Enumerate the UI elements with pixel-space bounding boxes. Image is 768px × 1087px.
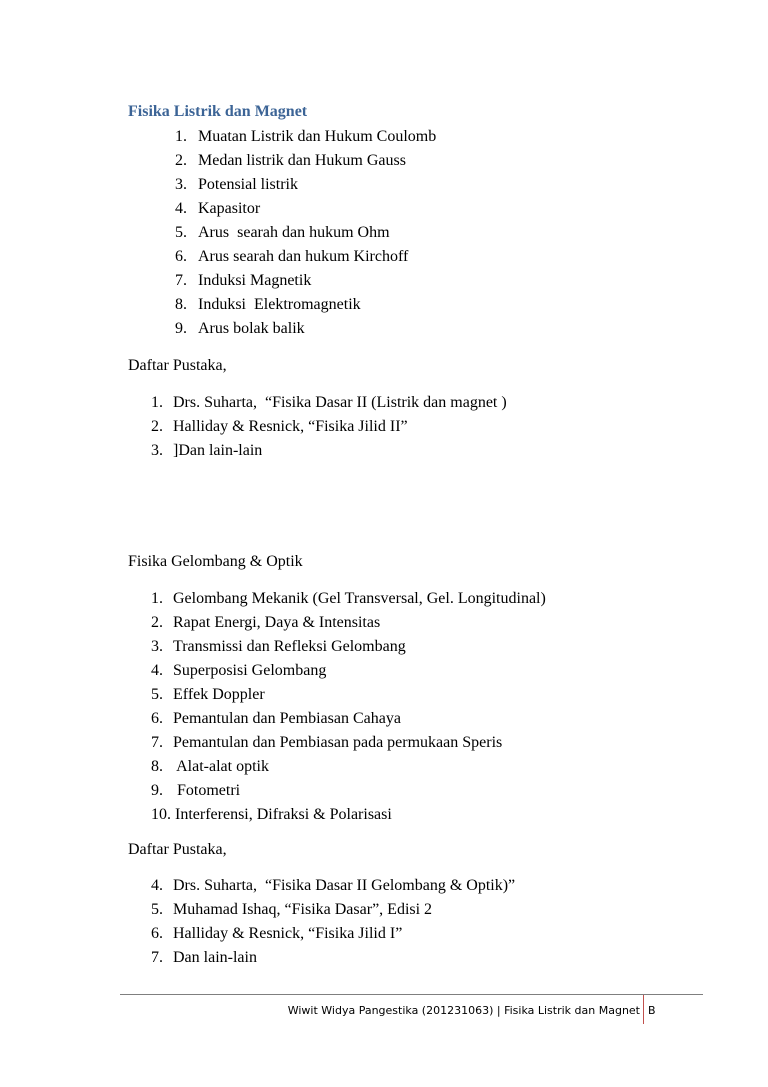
references-heading: Daftar Pustaka,: [128, 841, 227, 858]
list-item: 2. Medan listrik dan Hukum Gauss: [175, 152, 406, 169]
reference-item: 7. Dan lain-lain: [151, 949, 257, 966]
list-item: 7. Pemantulan dan Pembiasan pada permukaan Speris: [151, 734, 503, 751]
footer-page-separator: [643, 995, 644, 1024]
footer-divider: [120, 994, 703, 995]
list-item: 8. Alat-alat optik: [151, 758, 269, 775]
list-item: 1. Muatan Listrik dan Hukum Coulomb: [175, 128, 437, 145]
reference-item: 1. Drs. Suharta, “Fisika Dasar II (Listrik dan magnet ): [151, 394, 507, 411]
page-number: B: [648, 1004, 656, 1017]
reference-item: 3. ]Dan lain-lain: [151, 442, 263, 459]
topic-list-listrik-magnet: [175, 125, 436, 341]
list-item: 2. Rapat Energi, Daya & Intensitas: [151, 614, 381, 631]
list-item: 8. Induksi Elektromagnetik: [175, 296, 361, 313]
list-item: 1. Gelombang Mekanik (Gel Transversal, Gel. Longitudinal): [151, 590, 546, 607]
list-item: 9. Arus bolak balik: [175, 320, 305, 337]
topic-list-gelombang-optik: [151, 587, 546, 827]
reference-list-gelombang-optik: [151, 874, 515, 970]
reference-item: 5. Muhamad Ishaq, “Fisika Dasar”, Edisi 2: [151, 901, 433, 918]
list-item: 10. Interferensi, Difraksi & Polarisasi: [151, 806, 392, 823]
reference-item: 4. Drs. Suharta, “Fisika Dasar II Gelombang & Optik)”: [151, 877, 516, 894]
list-item: 4. Superposisi Gelombang: [151, 662, 327, 679]
list-item: 6. Pemantulan dan Pembiasan Cahaya: [151, 710, 401, 727]
section-title-gelombang-optik: Fisika Gelombang & Optik: [128, 553, 303, 570]
list-item: 5. Arus searah dan hukum Ohm: [175, 224, 390, 241]
list-item: 9. Fotometri: [151, 782, 241, 799]
reference-item: 6. Halliday & Resnick, “Fisika Jilid I”: [151, 925, 403, 942]
list-item: 7. Induksi Magnetik: [175, 272, 312, 289]
list-item: 5. Effek Doppler: [151, 686, 265, 703]
footer-text: Wiwit Widya Pangestika (201231063) | Fisika Listrik dan Magnet: [287, 1004, 640, 1017]
list-item: 6. Arus searah dan hukum Kirchoff: [175, 248, 409, 265]
list-item: 3. Potensial listrik: [175, 176, 298, 193]
reference-list-listrik-magnet: [151, 391, 507, 463]
references-heading: Daftar Pustaka,: [128, 357, 227, 374]
list-item: 3. Transmissi dan Refleksi Gelombang: [151, 638, 406, 655]
list-item: 4. Kapasitor: [175, 200, 261, 217]
section-title-listrik-magnet: Fisika Listrik dan Magnet: [128, 103, 308, 120]
reference-item: 2. Halliday & Resnick, “Fisika Jilid II”: [151, 418, 408, 435]
